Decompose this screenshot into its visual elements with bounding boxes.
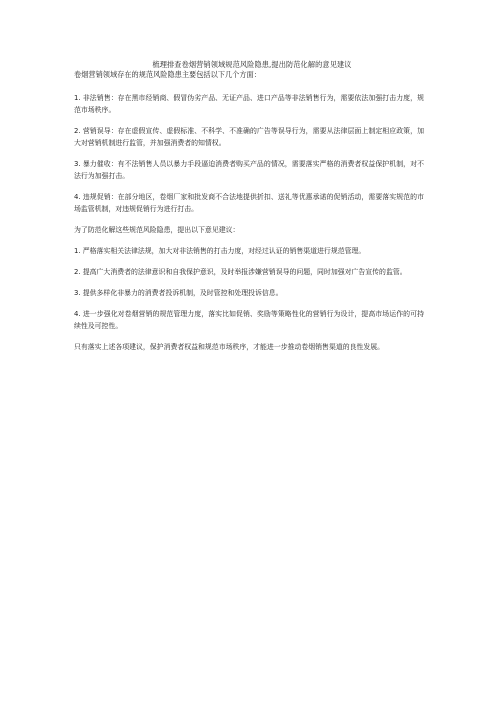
document-page — [74, 60, 424, 362]
conclusion-text: 只有落实上述各项建议，保护消费者权益和规范市场秩序，才能进一步推动卷烟销售渠道的良性发展。 — [74, 343, 385, 351]
risk-item-2: 2. 营销误导：存在虚假宣传、虚假标准、不科学、不准确的广告等误导行为，需要从法律层面上制定相应政策，加大对营销机制进行监管，并加强消费者的知情权。 — [74, 127, 424, 147]
suggestions-intro: 为了防范化解这些规范风险隐患，提出以下意见建议： — [74, 226, 240, 234]
intro-text: 卷烟营销领域存在的规范风险隐患主要包括以下几个方面： — [74, 70, 261, 79]
document-title: 梳理排查卷烟营销领域规范风险隐患,提出防范化解的意见建议 — [152, 60, 352, 69]
risk-item-4: 4. 违规促销：在部分地区，卷烟厂家和批发商不合法地提供折扣、送礼等优惠承诺的促销活动，需要落实规范的市场监管机制，对违规促销行为进行打击。 — [74, 193, 424, 213]
suggestion-item-4: 4. 进一步强化对卷烟营销的规范管理力度，落实比如促销、奖励等策略性化的营销行为设计，提高市场运作的可持续性及可控性。 — [74, 310, 424, 330]
suggestion-item-3: 3. 提供多样化非暴力的消费者投诉机制，及时管控和处理投诉信息。 — [74, 289, 283, 297]
suggestion-item-1: 1. 严格落实相关法律法规，加大对非法销售的打击力度，对经过认证的销售渠道进行规范管理。 — [74, 247, 366, 255]
suggestion-item-2: 2. 提高广大消费者的法律意识和自我保护意识，及时举报涉嫌营销误导的问题，同时加强对广告宣传的监管。 — [74, 268, 407, 276]
risk-item-1: 1. 非法销售：存在黑市经销商、假冒伪劣产品、无证产品、进口产品等非法销售行为，需要依法加强打击力度，规范市场秩序。 — [74, 94, 424, 114]
risk-item-3: 3. 暴力催收：有不法销售人员以暴力手段逼迫消费者购买产品的情况，需要落实严格的消费者权益保护机制，对不法行为加强打击。 — [74, 160, 424, 180]
